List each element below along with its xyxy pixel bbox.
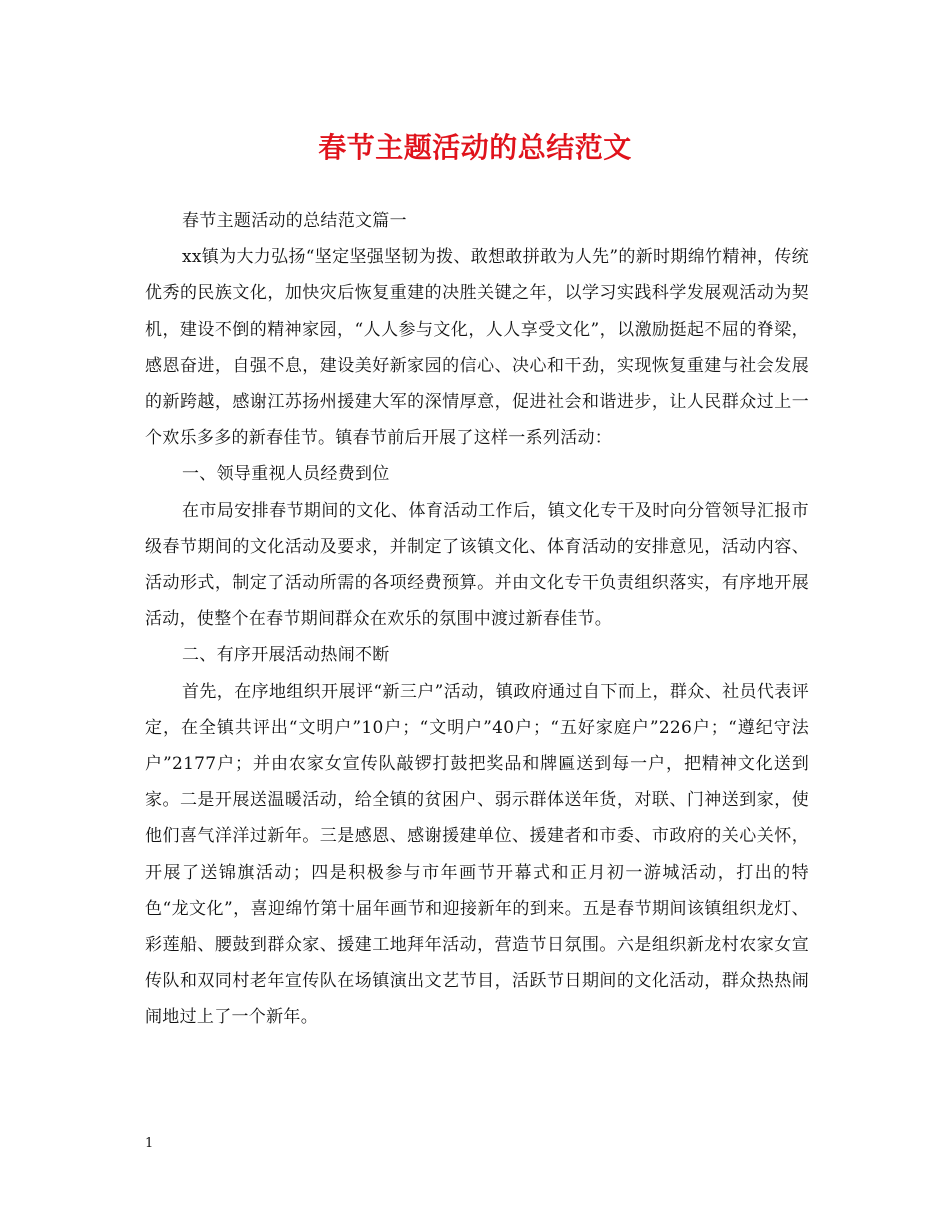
document-title: 春节主题活动的总结范文 — [318, 131, 632, 164]
section-heading-leadership: 一、领导重视人员经费到位 — [182, 464, 390, 485]
activities-paragraph: 首先，在序地组织开展评“新三户”活动，镇政府通过自下而上，群众、社员代表评定，在全镇共评出“文明户”10户；“文明户”40户；“五好家庭户”226户；“遵纪守法户”2177户；并由农家女宣传队敲锣打鼓把奖品和牌匾送到每一户，把精神文化送到家。二是开展送温暖活动，给全镇的贫困户、弱示群体送年货，对联、门神送到家，使他们喜气洋洋过新年。三是感恩、感谢援建单位、援建者和市委、市政府的关心关怀，开展了送锦旗活动；四是积极参与市年画节开幕式和正月初一游城活动，打出的特色“龙文化”，喜迎绵竹第十届年画节和迎接新年的到来。五是春节期间该镇组织龙灯、彩莲船、腰鼓到群众家、援建工地拜年活动，营造节日氛围。六是组织新龙村农家女宣传队和双同村老年宣传队在场镇演出文艺节目，活跃节日期间的文化活动，群众热热闹闹地过上了一个新年。 — [145, 681, 809, 1028]
intro-paragraph: xx镇为大力弘扬“坚定坚强坚韧为拨、敢想敢拼敢为人先”的新时期绵竹精神，传统优秀的民族文化，加快灾后恢复重建的决胜关键之年，以学习实践科学发展观活动为契机，建设不倒的精神家园，“人人参与文化，人人享受文化”，以激励挺起不屈的脊梁，感恩奋进，自强不息，建设美好新家园的信心、决心和干劲，实现恢复重建与社会发展的新跨越，感谢江苏扬州援建大军的深情厚意，促进社会和谐进步，让人民群众过上一个欢乐多多的新春佳节。镇春节前后开展了这样一系列活动： — [145, 247, 809, 449]
section-heading-part-one: 春节主题活动的总结范文篇一 — [182, 211, 407, 231]
leadership-paragraph: 在市局安排春节期间的文化、体育活动工作后，镇文化专干及时向分管领导汇报市级春节期间的文化活动及要求，并制定了该镇文化、体育活动的安排意见，活动内容、活动形式，制定了活动所需的各项经费预算。并由文化专干负责组织落实，有序地开展活动，使整个在春节期间群众在欢乐的氛围中渡过新春佳节。 — [145, 500, 809, 630]
section-heading-activities: 二、有序开展活动热闹不断 — [182, 645, 390, 666]
page-number: 1 — [145, 1136, 154, 1151]
document-body — [145, 203, 809, 1036]
